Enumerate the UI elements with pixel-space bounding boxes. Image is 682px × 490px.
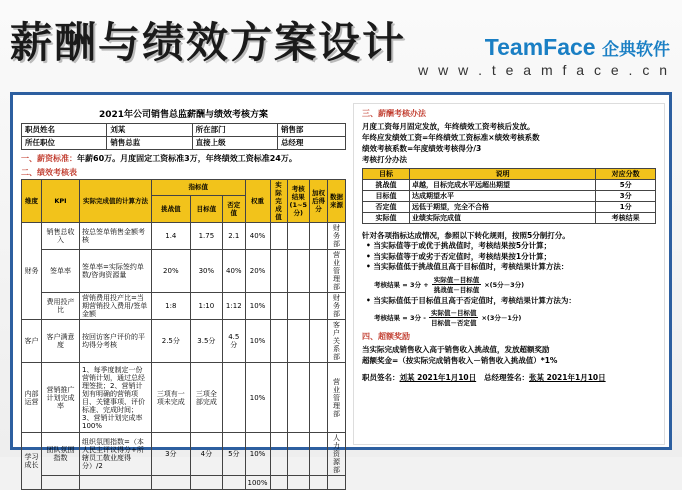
kpi-cell: 1:12 [223,293,245,320]
info-cell: 直接上级 [192,137,277,150]
col-header: 考核结果(1~5分) [287,180,309,223]
section-label: 超额奖励 [378,332,410,341]
method-section [362,108,656,119]
score-cell: 实际值 [363,213,410,224]
bonus-line: 当实际完成销售收入高于销售收入挑战值，发放超额奖励 [362,345,550,354]
score-table [362,168,656,224]
table-row [22,433,346,476]
kpi-cell: 按回访客户评价的平均得分考核 [80,320,152,363]
method-line: 年终应发绩效工资=年终绩效工资标准×绩效考核系数 [362,133,540,142]
table-row [22,476,346,490]
kpi-cell: 签单率 [42,250,80,293]
score-cell: 考核结果 [596,213,656,224]
kpi-cell: 10% [245,320,270,363]
kpi-cell [310,293,328,320]
formula-fraction [429,308,479,327]
score-cell: 1分 [596,202,656,213]
kpi-cell [223,363,245,433]
rule-item: • 当实际值低于目标值且高于否定值时，考核结果计算方法为： [366,295,576,305]
method-line: 月度工资每月固定发放，年终绩效工资考核后发放。 [362,122,535,131]
col-header: 对应分数 [596,169,656,180]
kpi-cell: 3分 [152,433,191,476]
col-header: 实际完成值 [270,180,287,223]
score-cell: 挑战值 [363,180,410,191]
kpi-cell [287,320,309,363]
formula-fraction [432,275,482,294]
kpi-cell [310,433,328,476]
rule-text: 当实际值低于挑战值且高于目标值时，考核结果计算方法： [373,262,569,271]
score-cell: 远低于期望，完全不合格 [410,202,596,213]
formula-lhs: 考核结果 = 3分 - [374,314,426,322]
table-row [22,363,346,433]
kpi-cell [287,223,309,250]
brand-url: w w w . t e a m f a c e . c n [418,62,670,78]
table-row [22,137,346,150]
method-line: 绩效考核系数=年度绩效考核得分/3 [362,144,482,153]
rule-text: 当实际值低于目标值且高于否定值时，考核结果计算方法为： [373,295,576,305]
kpi-cell: 客户关系部 [328,320,346,363]
score-cell: 5分 [596,180,656,191]
section-number: 二、 [21,168,37,177]
kpi-cell: 100% [245,476,270,490]
kpi-table [21,179,346,490]
method-line: 考核打分办法 [362,155,407,164]
score-cell: 卓越，目标完成水平远超出期望 [410,180,596,191]
score-body [363,180,656,224]
info-cell: 销售部 [277,124,345,137]
kpi-cell: 4分 [190,433,222,476]
kpi-cell: 营业管理部 [328,363,346,433]
table-row [363,202,656,213]
kpi-cell: 3.5分 [190,320,222,363]
table-row [22,124,346,137]
kpi-cell: 按总签单销售金额考核 [80,223,152,250]
kpi-cell [310,320,328,363]
brand-logo [485,34,670,61]
formula-rhs: ×(3分－1分) [481,314,522,322]
manager-signature: 张某 2021年1月10日 [528,373,606,382]
left-panel [21,103,346,487]
kpi-cell [287,433,309,476]
kpi-section [21,167,346,178]
section-number: 三、 [362,109,378,118]
kpi-cell: 财务部 [328,293,346,320]
kpi-cell [152,476,191,490]
doc-title: 2021年公司销售总监薪酬与绩效考核方案 [98,110,269,120]
rule-item: • 当实际值等于或优于挑战值时，考核结果按5分计算； [366,241,552,250]
info-cell: 刘某 [107,124,192,137]
formula-numerator: 实际值－目标值 [430,309,477,317]
col-header: KPI [42,180,80,223]
section-number: 一、 [21,154,37,163]
salary-section [21,153,346,164]
kpi-cell [287,293,309,320]
bonus-line: 超额奖金=（按实际完成销售收入－销售收入挑战值）*1% [362,356,558,365]
kpi-cell [310,223,328,250]
kpi-cell: 签单率=实际签约单数/咨询资源量 [80,250,152,293]
kpi-cell: 团队氛围指数 [42,433,80,476]
kpi-cell: 营销费用投产比=当期营销投入费用/签单金额 [80,293,152,320]
info-table [21,123,346,150]
kpi-cell: 1:8 [152,293,191,320]
info-cell: 所任职位 [22,137,107,150]
score-cell: 否定值 [363,202,410,213]
info-cell: 所在部门 [192,124,277,137]
manager-signature-label: 总经理签名： [483,373,529,382]
kpi-cell [80,476,152,490]
formula-1 [374,275,656,294]
employee-signature-label: 职员签名： [362,373,400,382]
col-header: 说明 [410,169,596,180]
kpi-cell [42,476,80,490]
kpi-cell [310,250,328,293]
kpi-cell [190,476,222,490]
section-label: 薪资标准： [37,154,77,163]
col-header: 目标 [363,169,410,180]
score-cell: 业绩实际完成值 [410,213,596,224]
kpi-cell [223,476,245,490]
kpi-cell: 10% [245,293,270,320]
col-header: 否定值 [223,195,245,222]
employee-signature: 刘某 2021年1月10日 [399,373,477,382]
kpi-cell [287,363,309,433]
kpi-dimension: 客户 [22,320,42,363]
brand-cn: 企典软件 [602,40,670,60]
kpi-cell [310,476,328,490]
col-header: 挑战值 [152,195,191,222]
col-header: 实际完成值的计算方法 [80,180,152,223]
kpi-cell: 4.5分 [223,320,245,363]
section-label: 绩效考核表 [37,168,77,177]
section-number: 四、 [362,332,378,341]
table-row [363,213,656,224]
col-header: 维度 [22,180,42,223]
kpi-cell: 2.5分 [152,320,191,363]
formula-numerator: 实际值－目标值 [433,275,480,284]
table-header-row [363,169,656,180]
kpi-cell: 费用投产比 [42,293,80,320]
kpi-cell: 20% [152,250,191,293]
rule-text: 当实际值等于或劣于否定值时，考核结果按1分计算； [373,251,552,261]
col-header: 加权后得分 [310,180,328,223]
kpi-cell: 营业管理部 [328,250,346,293]
kpi-cell [310,363,328,433]
formula-2 [374,308,656,327]
kpi-cell: 1、每季度制定一份营销计划，通过总经理签批；2、营销计划有明确的营销项目、关键事项、评价标准、完成时间；3、营销计划完成率100% [80,363,152,433]
col-header: 数据来源 [328,180,346,223]
document-frame [10,92,672,487]
kpi-cell: 1.4 [152,223,191,250]
kpi-dimension: 财务 [22,223,42,320]
info-cell: 职员姓名 [22,124,107,137]
slide-title: 薪酬与绩效方案设计 [10,18,407,67]
table-row [363,191,656,202]
kpi-cell: 客户满意度 [42,320,80,363]
kpi-cell [270,433,287,476]
table-row [22,293,346,320]
kpi-cell: 20% [245,250,270,293]
right-panel [353,103,665,445]
kpi-cell [270,293,287,320]
convert-text: 针对各项指标达成情况，参照以下转化规则，按照5分制打分。 [362,231,570,240]
kpi-cell: 财务部 [328,223,346,250]
kpi-cell: 三项有一项未完成 [152,363,191,433]
score-cell: 达成期望水平 [410,191,596,202]
brand-en: TeamFace [484,34,596,60]
kpi-cell: 人力资源部 [328,433,346,476]
kpi-cell [287,476,309,490]
rule-item: • 当实际值等于或劣于否定值时，考核结果按1分计算； [366,251,552,261]
table-row [22,223,346,250]
kpi-cell: 10% [245,363,270,433]
kpi-dimension: 内部运营 [22,363,42,433]
formula-denominator: 挑战值－目标值 [433,285,480,294]
col-header: 目标值 [190,195,222,222]
kpi-cell: 40% [223,250,245,293]
table-row [363,180,656,191]
kpi-cell: 组织氛围指数=（本人民主评议得分+所辖员工敬业度得分）/2 [80,433,152,476]
kpi-body [22,223,346,490]
formula-denominator: 目标值－否定值 [430,319,477,327]
kpi-cell: 销售总收入 [42,223,80,250]
table-row [22,250,346,293]
score-cell: 3分 [596,191,656,202]
kpi-cell: 40% [245,223,270,250]
rule-text: 当实际值等于或优于挑战值时，考核结果按5分计算； [373,241,552,250]
kpi-cell: 1.75 [190,223,222,250]
kpi-cell: 2.1 [223,223,245,250]
col-header: 权重 [245,180,270,223]
kpi-cell [270,320,287,363]
kpi-cell [270,363,287,433]
kpi-cell [328,476,346,490]
signatures [362,372,656,383]
kpi-cell: 三项全部完成 [190,363,222,433]
formula-lhs: 考核结果 = 3分 + [374,280,429,289]
table-row [22,320,346,363]
kpi-cell: 1:10 [190,293,222,320]
table-header-row [22,180,346,196]
kpi-cell: 30% [190,250,222,293]
kpi-dimension: 学习成长 [22,433,42,490]
score-cell: 目标值 [363,191,410,202]
kpi-cell [270,223,287,250]
kpi-cell: 10% [245,433,270,476]
kpi-cell [270,476,287,490]
salary-text: 年薪60万。月度固定工资标准3万，年终绩效工资标准24万。 [77,154,297,163]
info-cell: 总经理 [277,137,345,150]
formula-rhs: ×(5分－3分) [484,280,525,289]
kpi-cell: 营销推广计划完成率 [42,363,80,433]
section-label: 薪酬考核办法 [378,109,426,118]
rule-item: • 当实际值低于挑战值且高于目标值时，考核结果计算方法： [366,262,569,271]
col-header: 指标值 [152,180,246,196]
kpi-cell: 5分 [223,433,245,476]
info-cell: 销售总监 [107,137,192,150]
bonus-section [362,331,656,342]
kpi-cell [287,250,309,293]
kpi-cell [270,250,287,293]
